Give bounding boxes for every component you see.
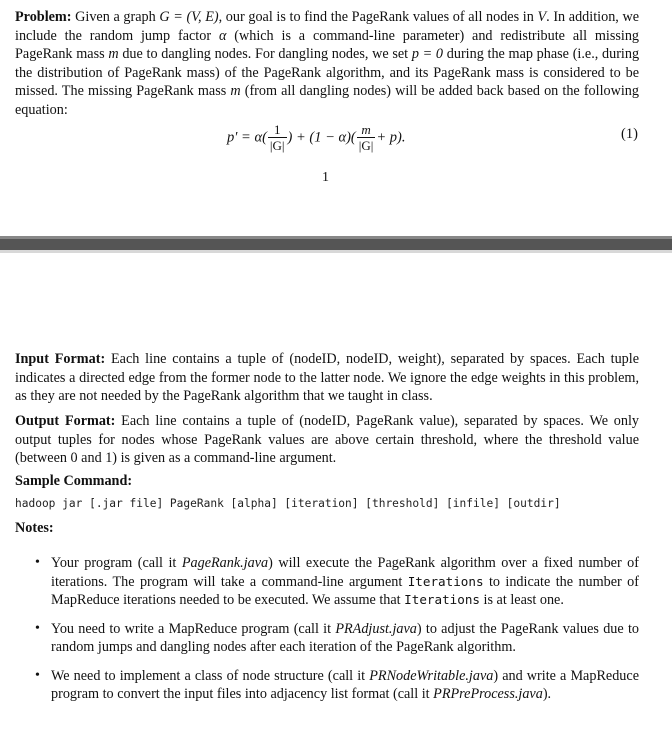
filename: PRPreProcess.java [433,686,543,702]
output-format-paragraph [15,412,639,468]
problem-text: during the map phase (i.e., during the distribution of PageRank mass) of the PageRank algorithm, and its PageRank mass is considered to be missed. The missing PageRank mass [15,46,640,99]
note-3-text [51,667,639,704]
eq-lhs: p′ = α( [227,129,267,146]
code-term: Iterations [407,573,484,589]
filename: PRNodeWritable.java [369,667,494,684]
list-item [0,620,639,657]
bullet-icon: • [35,620,40,636]
equation-block [0,115,672,155]
input-format-text: Each line contains a tuple of (nodeID, nodeID, weight), separated by spaces. Each tuple indicates a directed edge from the former node to the latter node. We ignore the edge weights in this problem, as they are not needed by the PageRank algorithm that we taught in class. [15,351,639,404]
bullet-icon: • [35,555,40,570]
note-text: is at least one. [483,592,564,608]
note-text: ) and write a MapReduce program to convert the input files into adjacency list format (call it [51,667,639,702]
problem-text: due to dangling nodes. For dangling nodes, we set [122,46,409,62]
output-format-text: Each line contains a tuple of (nodeID, PageRank value), separated by spaces. We only output tuples for nodes whose PageRank values are above certain threshold, where the threshold value (between 0 and 1) is given as a command-line argument. [15,413,640,466]
frac-denominator: |G| [269,138,285,153]
bullet-icon: • [35,667,40,683]
list-item [0,667,639,704]
problem-text: (from all dangling nodes) will be added back based on the following equation: [15,83,639,118]
list-item [0,554,639,610]
page-2 [0,253,672,736]
sample-command-heading: Sample Command: [15,473,133,489]
math-graph: G = (V, E) [159,9,219,25]
note-text: ) to adjust the PageRank values due to random jumps and dangling nodes after each iteration of the PageRank algorithm. [51,620,639,655]
notes-heading: Notes: [15,520,54,536]
problem-text: Given a graph [75,9,156,25]
equation-number: (1) [621,126,638,142]
math-alpha: α [218,27,227,44]
note-text: We need to implement a class of node structure (call it [51,667,366,684]
math-m: m [108,46,119,62]
frac-numerator: m [357,123,376,138]
frac-numerator: 1 [268,123,287,138]
problem-label: Problem: [15,9,72,25]
problem-text: , our goal is to find the PageRank values of all nodes in [218,9,534,25]
input-format-label: Input Format: [15,351,106,367]
page-1 [0,0,672,236]
math-p-zero: p = 0 [411,46,444,62]
fraction-2 [357,123,376,153]
note-text: Your program (call it [51,555,177,571]
notes-list [0,554,672,714]
note-text: ) will execute the PageRank algorithm over a fixed number of iterations. The program will take a command-line argument [51,555,640,590]
math-v: V [537,9,547,25]
math-m: m [230,83,241,99]
output-format-label: Output Format: [15,413,116,429]
note-text: to indicate the number of MapReduce iterations needed to be executed. We assume that [51,573,640,608]
eq-rhs: + p). [376,129,406,146]
frac-denominator: |G| [358,138,374,153]
filename: PageRank.java [181,555,269,571]
page-divider [0,236,672,253]
eq-mid: ) + (1 − α)( [287,129,356,146]
code-term: Iterations [404,592,480,607]
note-text: You need to write a MapReduce program (call it [51,620,332,637]
sample-command-code: hadoop jar [.jar file] PageRank [alpha] [iteration] [threshold] [infile] [outdir] [15,497,561,510]
equation [227,123,405,153]
problem-text: . In addition, we include the random jump factor [15,9,640,44]
note-1-text [51,554,639,610]
problem-paragraph [15,8,639,119]
note-2-text [51,620,639,657]
fraction-1 [268,123,287,153]
problem-text: (which is a command-line parameter) and redistribute all missing PageRank mass [15,27,640,62]
input-format-paragraph [15,350,639,406]
note-text: ). [542,686,552,702]
page-number: 1 [322,170,329,185]
filename: PRAdjust.java [335,620,417,637]
